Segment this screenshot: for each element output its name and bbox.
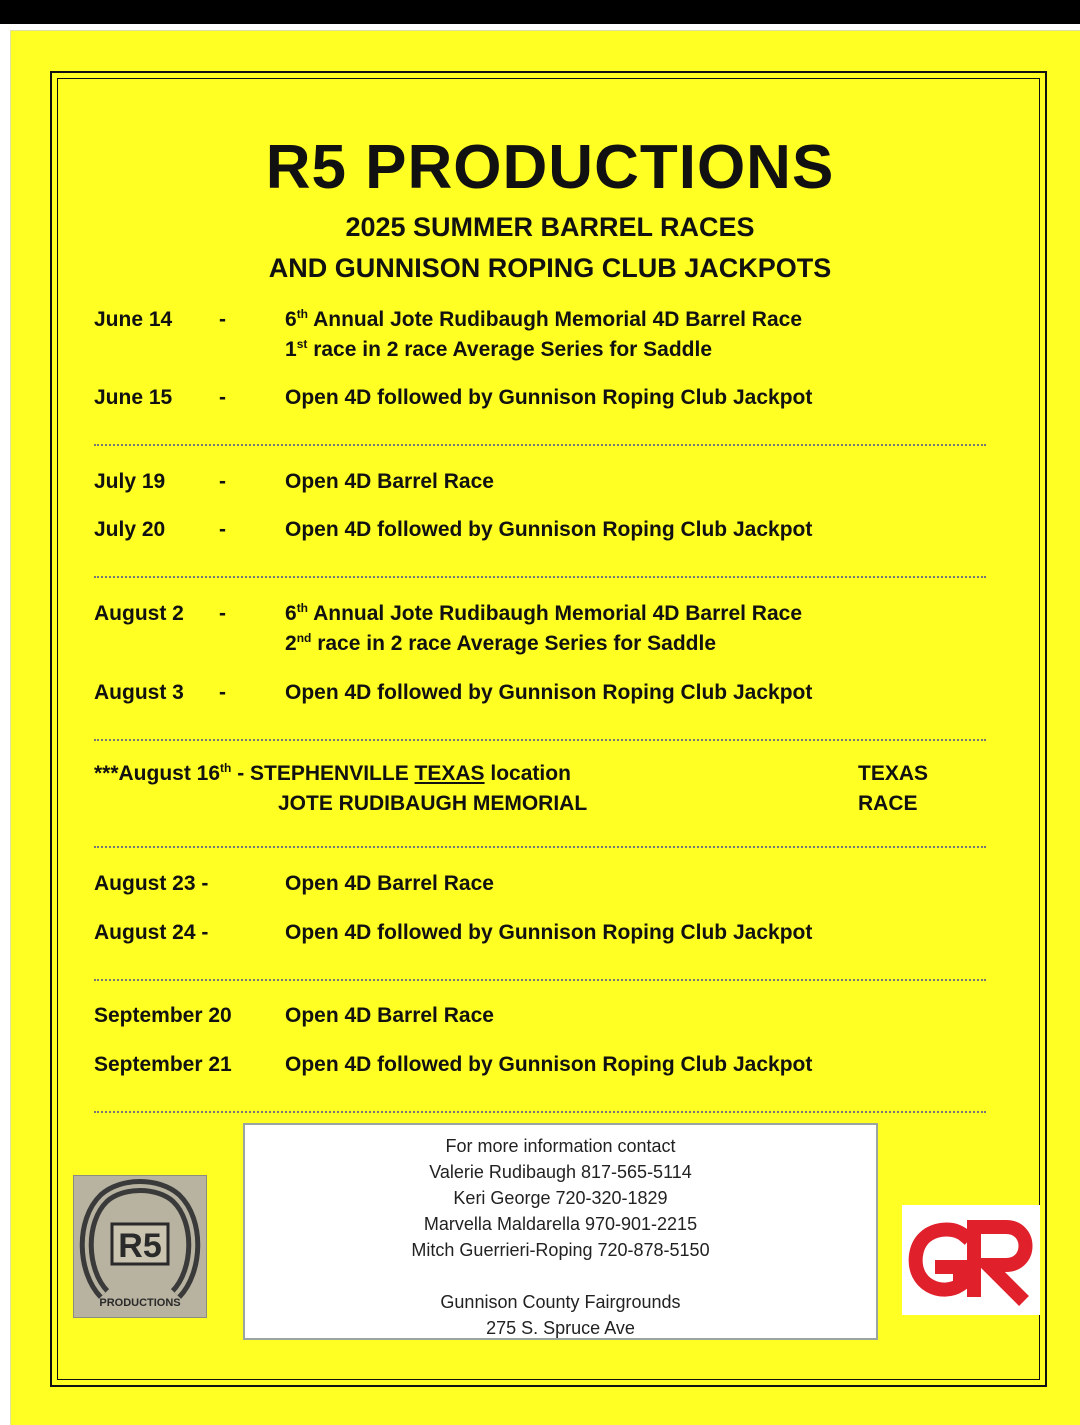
event-desc-june-14-line1: 6th Annual Jote Rudibaugh Memorial 4D Barrel Race bbox=[285, 307, 803, 331]
event-dash: - bbox=[219, 518, 226, 541]
subtitle-line-1: 2025 SUMMER BARREL RACES bbox=[345, 212, 755, 242]
event-dash: - bbox=[219, 386, 226, 409]
event-date-september-20: September 20 bbox=[94, 1004, 232, 1027]
event-date-august-2: August 2 bbox=[94, 602, 184, 625]
event-desc-july-20: Open 4D followed by Gunnison Roping Club Jackpot bbox=[285, 518, 813, 541]
contact-line: Keri George 720-320-1829 bbox=[453, 1188, 668, 1208]
event-date-august-3: August 3 bbox=[94, 681, 184, 704]
event-date-july-20: July 20 bbox=[94, 518, 166, 541]
section-divider bbox=[94, 1111, 986, 1113]
event-desc-june-15: Open 4D followed by Gunnison Roping Club Jackpot bbox=[285, 386, 813, 409]
r5-productions-logo bbox=[73, 1175, 207, 1318]
event-august-16-memorial: JOTE RUDIBAUGH MEMORIAL bbox=[278, 792, 588, 815]
texas-race-label-2: RACE bbox=[858, 792, 918, 815]
event-dash: - bbox=[219, 602, 226, 625]
event-desc-august-23: Open 4D Barrel Race bbox=[285, 872, 494, 895]
event-desc-august-2-line2: 2nd race in 2 race Average Series for Saddle bbox=[285, 631, 717, 655]
section-divider bbox=[94, 576, 986, 578]
contact-info-box bbox=[243, 1123, 878, 1340]
event-desc-september-20: Open 4D Barrel Race bbox=[285, 1004, 494, 1027]
event-august-16-texas: ***August 16th - STEPHENVILLE TEXAS location bbox=[94, 761, 571, 785]
event-desc-august-3: Open 4D followed by Gunnison Roping Club Jackpot bbox=[285, 681, 813, 704]
section-divider bbox=[94, 739, 986, 741]
event-date-june-15: June 15 bbox=[94, 386, 173, 409]
event-desc-september-21: Open 4D followed by Gunnison Roping Club Jackpot bbox=[285, 1053, 813, 1076]
event-date-august-23: August 23 - bbox=[94, 872, 209, 895]
section-divider bbox=[94, 444, 986, 446]
event-date-july-19: July 19 bbox=[94, 470, 166, 493]
event-desc-august-2-line1: 6th Annual Jote Rudibaugh Memorial 4D Barrel Race bbox=[285, 601, 803, 625]
subtitle-line-2: AND GUNNISON ROPING CLUB JACKPOTS bbox=[268, 253, 832, 283]
gunnison-roping-logo bbox=[902, 1205, 1040, 1315]
event-dash: - bbox=[219, 308, 226, 331]
contact-heading: For more information contact bbox=[445, 1136, 676, 1156]
r5-logo-text: R5 bbox=[118, 1227, 162, 1265]
contact-line: Marvella Maldarella 970-901-2215 bbox=[423, 1214, 698, 1234]
venue-address: 275 S. Spruce Ave bbox=[486, 1318, 635, 1338]
horseshoe-icon bbox=[74, 1176, 206, 1317]
venue-name: Gunnison County Fairgrounds bbox=[440, 1292, 681, 1312]
event-date-september-21: September 21 bbox=[94, 1053, 232, 1076]
event-dash: - bbox=[219, 681, 226, 704]
gr-logo-icon bbox=[902, 1205, 1040, 1315]
page-title: R5 PRODUCTIONS bbox=[265, 133, 835, 202]
event-desc-august-24: Open 4D followed by Gunnison Roping Club Jackpot bbox=[285, 921, 813, 944]
contact-line: Mitch Guerrieri-Roping 720-878-5150 bbox=[411, 1240, 710, 1260]
event-dash: - bbox=[219, 470, 226, 493]
status-bar bbox=[0, 0, 1080, 24]
event-date-august-24: August 24 - bbox=[94, 921, 209, 944]
event-desc-july-19: Open 4D Barrel Race bbox=[285, 470, 494, 493]
contact-line: Valerie Rudibaugh 817-565-5114 bbox=[429, 1162, 692, 1182]
texas-race-label-1: TEXAS bbox=[858, 762, 929, 785]
event-date-june-14: June 14 bbox=[94, 308, 173, 331]
event-desc-june-14-line2: 1st race in 2 race Average Series for Saddle bbox=[285, 337, 713, 361]
r5-logo-subtext: PRODUCTIONS bbox=[99, 1297, 181, 1309]
section-divider bbox=[94, 846, 986, 848]
section-divider bbox=[94, 979, 986, 981]
